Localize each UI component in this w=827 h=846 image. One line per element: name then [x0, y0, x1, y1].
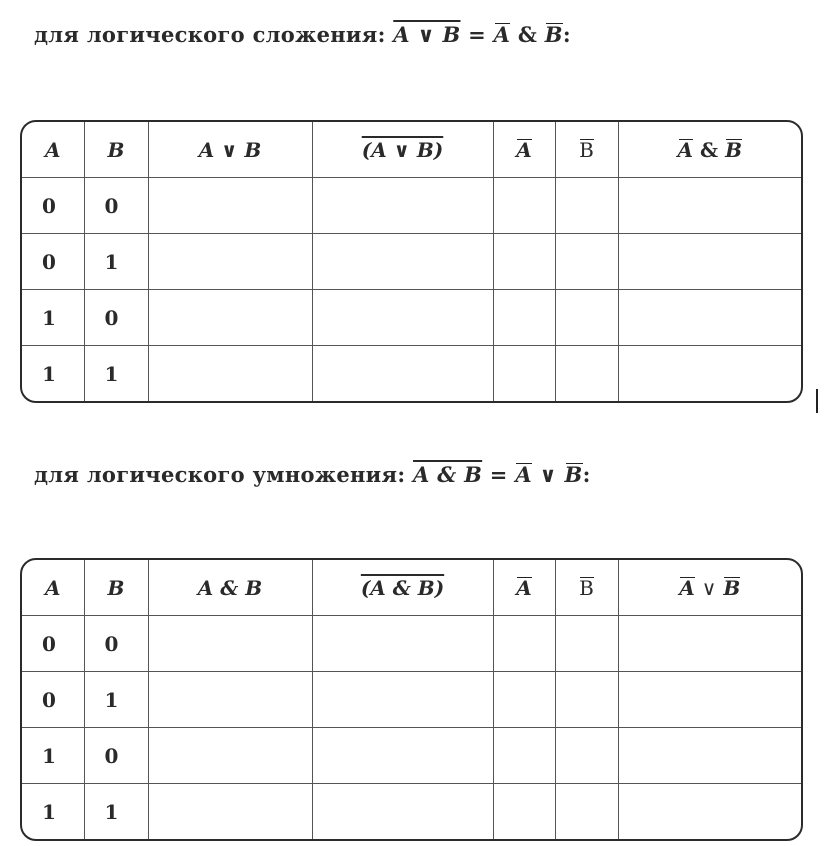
header-operator: & — [700, 137, 719, 162]
empty-cell[interactable] — [555, 234, 618, 290]
header-b: B — [84, 122, 148, 178]
cell-a: 1 — [22, 784, 84, 840]
truth-table-conjunction — [20, 558, 803, 841]
empty-cell[interactable] — [312, 290, 493, 346]
heading-text: для логического умножения: — [34, 462, 406, 487]
empty-cell[interactable] — [493, 234, 555, 290]
cell-a: 1 — [22, 728, 84, 784]
empty-cell[interactable] — [555, 290, 618, 346]
empty-cell[interactable] — [312, 234, 493, 290]
empty-cell[interactable] — [148, 672, 312, 728]
truth-table-disjunction — [20, 120, 803, 403]
empty-cell[interactable] — [555, 178, 618, 234]
cell-a: 0 — [22, 616, 84, 672]
formula-not-a: A — [493, 22, 511, 47]
empty-cell[interactable] — [148, 178, 312, 234]
empty-cell[interactable] — [148, 346, 312, 402]
header-a-or-b: A ∨ B — [148, 122, 312, 178]
header-not-b-part: B — [725, 137, 742, 162]
empty-cell[interactable] — [148, 234, 312, 290]
empty-cell[interactable] — [618, 178, 801, 234]
cell-b: 0 — [84, 616, 148, 672]
heading-text: для логического сложения: — [34, 22, 386, 47]
cell-a: 0 — [22, 234, 84, 290]
empty-cell[interactable] — [312, 672, 493, 728]
empty-cell[interactable] — [618, 672, 801, 728]
table-row — [22, 672, 801, 728]
header-not-a-or-not-b — [618, 560, 801, 616]
header-not-a-and-b — [312, 560, 493, 616]
header-not-a-text: A — [516, 575, 532, 600]
empty-cell[interactable] — [618, 616, 801, 672]
formula-not-a: A — [515, 462, 532, 487]
empty-cell[interactable] — [148, 728, 312, 784]
empty-cell[interactable] — [493, 290, 555, 346]
table-row — [22, 728, 801, 784]
header-not-a-and-not-b — [618, 122, 801, 178]
empty-cell[interactable] — [493, 616, 555, 672]
empty-cell[interactable] — [148, 616, 312, 672]
header-b: B — [84, 560, 148, 616]
table-row — [22, 290, 801, 346]
empty-cell[interactable] — [555, 672, 618, 728]
formula-not-b: B — [564, 462, 583, 487]
header-not-a — [493, 122, 555, 178]
cell-b: 1 — [84, 234, 148, 290]
empty-cell[interactable] — [148, 290, 312, 346]
cell-b: 0 — [84, 178, 148, 234]
empty-cell[interactable] — [312, 784, 493, 840]
table-row — [22, 784, 801, 840]
cell-b: 1 — [84, 672, 148, 728]
table-header-row — [22, 122, 801, 178]
header-not-b-text: B — [579, 137, 594, 162]
table-row — [22, 234, 801, 290]
header-not-a — [493, 560, 555, 616]
empty-cell[interactable] — [312, 728, 493, 784]
empty-cell[interactable] — [312, 616, 493, 672]
colon: : — [562, 22, 571, 47]
cell-a: 1 — [22, 290, 84, 346]
empty-cell[interactable] — [618, 290, 801, 346]
header-a-and-b: A & B — [148, 560, 312, 616]
empty-cell[interactable] — [493, 346, 555, 402]
cell-b: 1 — [84, 784, 148, 840]
empty-cell[interactable] — [555, 346, 618, 402]
header-operator: ∨ — [701, 575, 717, 600]
header-not-b — [555, 560, 618, 616]
empty-cell[interactable] — [493, 178, 555, 234]
heading-logical-addition — [34, 22, 571, 47]
cell-a: 0 — [22, 672, 84, 728]
header-not-a-or-b — [312, 122, 493, 178]
header-not-b-part: B — [723, 575, 741, 600]
empty-cell[interactable] — [312, 178, 493, 234]
formula-operator: & — [517, 22, 538, 47]
header-not-a-part: A — [679, 575, 695, 600]
header-a: A — [22, 122, 84, 178]
formula-operator: ∨ — [539, 462, 557, 487]
table-header-row — [22, 560, 801, 616]
header-not-a-part: A — [677, 137, 694, 162]
text-cursor — [816, 389, 818, 413]
header-not-a-text: A — [516, 137, 532, 162]
empty-cell[interactable] — [312, 346, 493, 402]
header-not-a-or-b-text: (A ∨ B) — [361, 137, 444, 162]
cell-b: 0 — [84, 290, 148, 346]
equals-sign: = — [468, 22, 487, 47]
header-a: A — [22, 560, 84, 616]
empty-cell[interactable] — [618, 784, 801, 840]
cell-a: 1 — [22, 346, 84, 402]
cell-b: 0 — [84, 728, 148, 784]
table-row — [22, 178, 801, 234]
table-row — [22, 616, 801, 672]
colon: : — [582, 462, 591, 487]
empty-cell[interactable] — [618, 234, 801, 290]
empty-cell[interactable] — [148, 784, 312, 840]
cell-b: 1 — [84, 346, 148, 402]
empty-cell[interactable] — [493, 784, 555, 840]
empty-cell[interactable] — [555, 784, 618, 840]
heading-logical-multiplication — [34, 462, 591, 487]
header-not-b-text: B — [579, 575, 594, 600]
equals-sign: = — [489, 462, 508, 487]
empty-cell[interactable] — [618, 728, 801, 784]
cell-a: 0 — [22, 178, 84, 234]
table-row — [22, 346, 801, 402]
header-not-a-and-b-text: (A & B) — [360, 575, 445, 600]
empty-cell[interactable] — [618, 346, 801, 402]
empty-cell[interactable] — [493, 672, 555, 728]
formula-not-b: B — [544, 22, 563, 47]
formula-negated-conjunction: A & B — [413, 462, 483, 487]
header-not-b — [555, 122, 618, 178]
empty-cell[interactable] — [493, 728, 555, 784]
empty-cell[interactable] — [555, 728, 618, 784]
formula-negated-disjunction: A ∨ B — [393, 22, 461, 47]
empty-cell[interactable] — [555, 616, 618, 672]
